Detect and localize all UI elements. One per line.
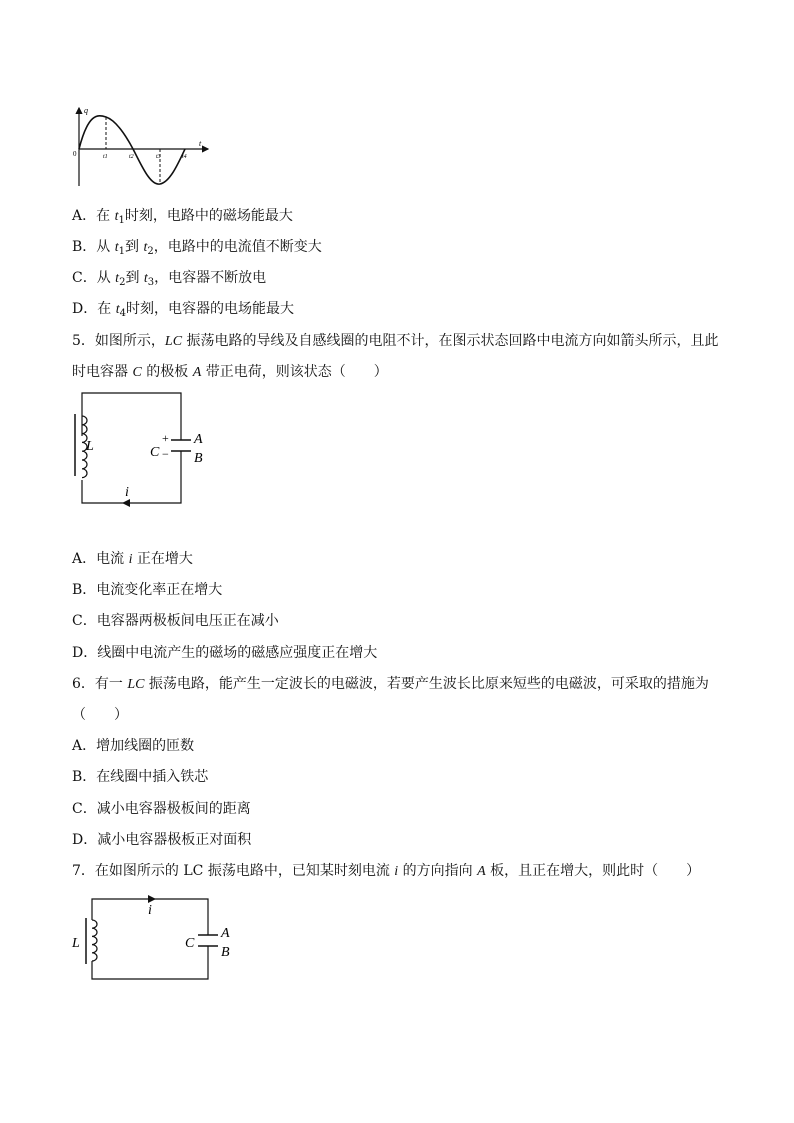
q5-stem-line1: 5．如图所示，LC 振荡电路的导线及自感线圈的电阻不计，在图示状态回路中电流方向如箭头所示，且此 [72,333,719,349]
q6-option-c: C．减小电容器极板间的距离 [72,801,251,817]
q7-label-c: C [185,936,195,951]
t3-label: t3 [156,154,161,160]
q4-option-c: C．从 $t_2$到 $t_3$，电容器不断放电 [72,270,267,288]
q5-label-plus: + [162,431,169,445]
q7-label-plate-b: B [221,945,230,960]
q5-lc-circuit [70,388,220,510]
origin-label: 0 [73,150,77,158]
q5-option-b: B．电流变化率正在增大 [72,582,223,598]
q7-label-plate-a: A [221,926,230,941]
q7-stem: 7．在如图所示的 LC 振荡电路中，已知某时刻电流 i 的方向指向 A 板，且正在增大，则此时（ ） [72,863,701,879]
q5-option-c: C．电容器两极板间电压正在减小 [72,613,279,629]
q5-option-a: A．电流 i 正在增大 [72,551,193,567]
q7-label-i: i [148,903,152,918]
q5-label-plate-b: B [194,451,203,466]
t-axis-label: t [199,139,202,148]
q7-lc-circuit [70,890,240,990]
q5-label-i: i [125,485,129,500]
q7-current-arrow-icon [148,895,156,903]
q7-inductor-coil [92,920,97,961]
q-curve [79,116,185,184]
q5-label-l: L [86,439,94,454]
q6-option-d: D．减小电容器极板正对面积 [72,832,252,848]
q4-option-d: D．在 $t_4$时刻，电容器的电场能最大 [72,301,294,319]
q-t-graph [70,104,210,190]
q-axis-label: q [84,106,88,115]
q6-option-a: A．增加线圈的匝数 [72,738,195,754]
q7-label-l: L [72,936,80,951]
q4-option-b: B．从 $t_1$到 $t_2$，电路中的电流值不断变大 [72,239,322,257]
q5-label-minus: − [162,447,169,461]
t1-label: t1 [103,154,108,160]
q6-option-b: B．在线圈中插入铁芯 [72,769,209,785]
q5-label-c: C [150,445,160,460]
q5-label-plate-a: A [194,432,203,447]
q6-stem-line1: 6．有一 LC 振荡电路，能产生一定波长的电磁波，若要产生波长比原来短些的电磁波，可采取的措施为 [72,676,709,692]
t2-label: t2 [129,154,134,160]
q5-option-d: D．线圈中电流产生的磁场的磁感应强度正在增大 [72,645,378,661]
t4-label: t4 [182,154,187,160]
q6-stem-line2: （ ） [72,707,128,723]
q4-option-a: A．在 $t_1$时刻，电路中的磁场能最大 [72,208,293,226]
q5-stem-line2: 时电容器 C 的极板 A 带正电荷，则该状态（ ） [72,364,388,380]
q5-current-arrow-icon [122,499,130,507]
